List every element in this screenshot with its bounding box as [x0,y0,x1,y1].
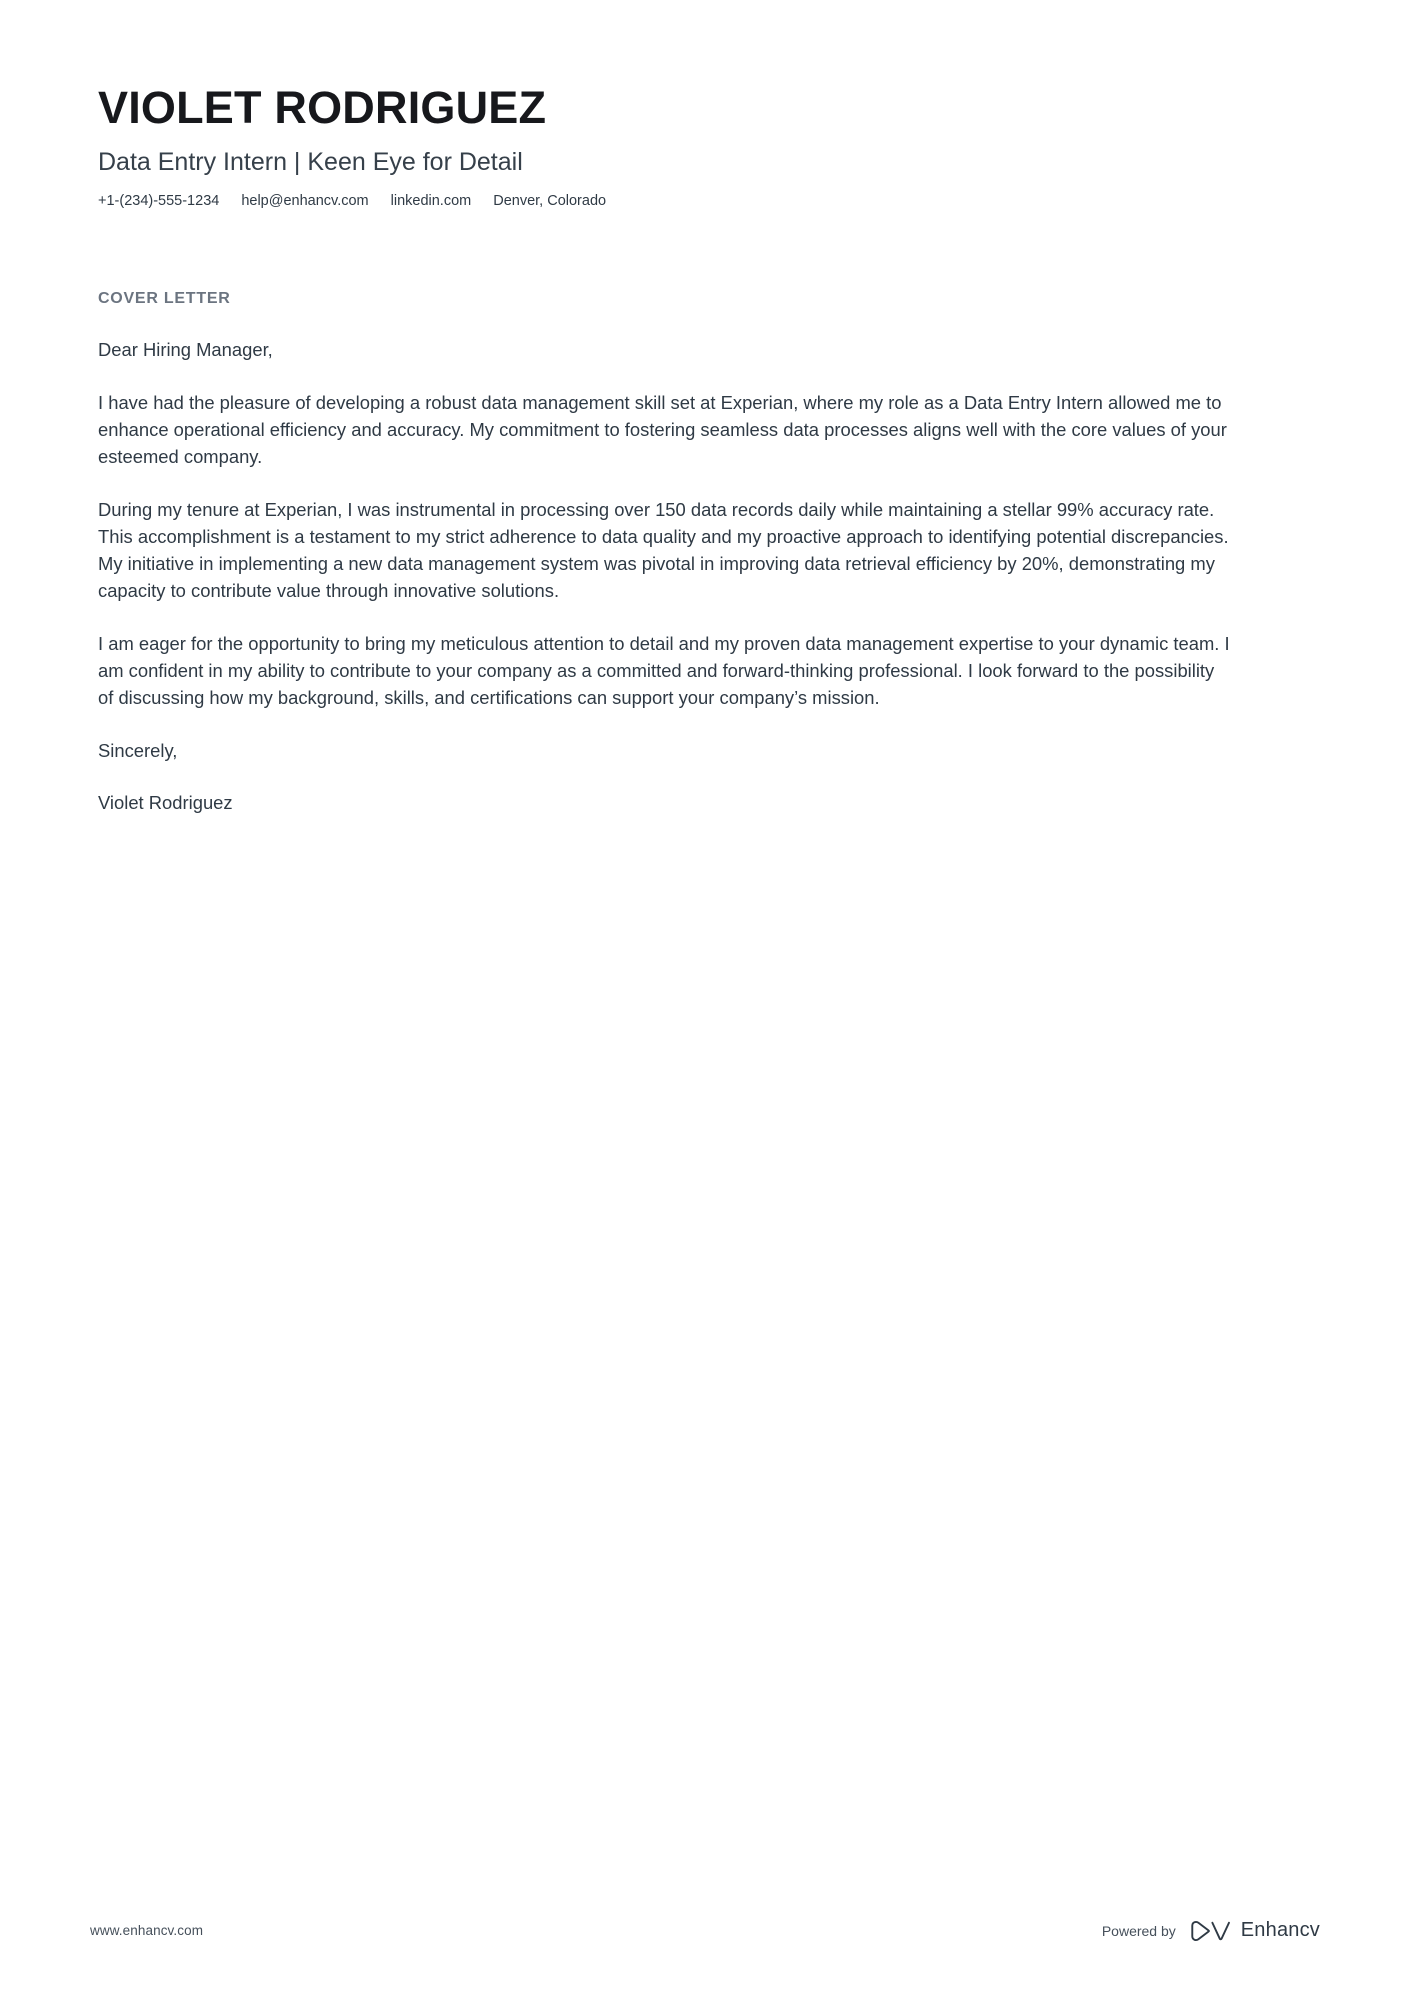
candidate-title: Data Entry Intern | Keen Eye for Detail [98,147,523,176]
letter-signature-name: Violet Rodriguez [98,792,233,814]
enhancv-brand-name: Enhancv [1240,1919,1320,1941]
cover-letter-section [98,290,1312,817]
letter-paragraph-1: I have had the pleasure of developing a robust data management skill set at Experian, where my role as a Data Entry Intern allowed me to enhance operational efficiency and accuracy. My commitment to fostering seamless data processes aligns well with the core values of your esteemed company. [98,391,1227,467]
letter-salutation: Dear Hiring Manager, [98,338,273,360]
contact-linkedin[interactable]: linkedin.com [390,193,472,210]
section-heading-cover-letter: COVER LETTER [98,289,231,307]
cover-letter-body [98,336,1233,817]
letter-signoff: Sincerely, [98,740,178,762]
candidate-name: VIOLET RODRIGUEZ [98,82,547,133]
enhancv-infinity-logo-icon [1190,1920,1232,1942]
letter-paragraph-2: During my tenure at Experian, I was instrumental in processing over 150 data records daily while maintaining a stellar 99% accuracy rate. This accomplishment is a testament to my strict adherence to data quality and my proactive approach to identifying potential discrepancies. My initiative in implementing a new data management system was pivotal in improving data retrieval efficiency by 20%, demonstrating my capacity to contribute value through innovative solutions. [98,498,1229,601]
footer-website-url[interactable]: www.enhancv.com [90,1923,204,1938]
footer-brand-group [1102,1919,1320,1942]
contact-email[interactable]: help@enhancv.com [241,193,369,210]
letter-paragraph-3: I am eager for the opportunity to bring my meticulous attention to detail and my proven data management expertise to your dynamic team. I am confident in my ability to contribute to your company as a committed and forward-thinking professional. I look forward to the possibility of discussing how my background, skills, and certifications can support your company’s mission. [98,632,1230,709]
contact-info-row [98,191,1312,211]
footer-inner [90,1919,1320,1942]
document-content [98,0,1312,816]
contact-location: Denver, Colorado [493,193,607,210]
resume-header [98,0,1312,212]
page-footer [0,1875,1410,1995]
enhancv-logo-lockup[interactable] [1190,1919,1320,1942]
contact-phone[interactable]: +1-(234)-555-1234 [98,193,220,210]
powered-by-label: Powered by [1101,1922,1176,1939]
